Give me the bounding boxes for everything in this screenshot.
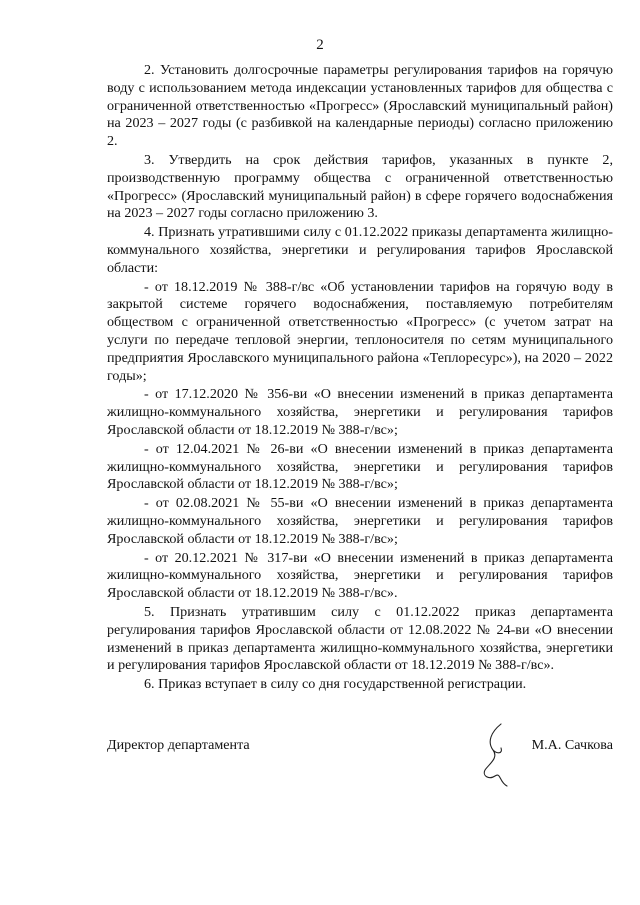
list-item-order-55: - от 02.08.2021 № 55-ви «О внесении изменений в приказ департамента жилищно-коммунального хозяйства, энергетики и регулирования тарифов Ярославской области от 18.12.2019 № 388-г/вс»; <box>107 495 613 547</box>
signatory-title: Директор департамента <box>107 737 250 753</box>
paragraph-item-6: 6. Приказ вступает в силу со дня государственной регистрации. <box>144 676 527 693</box>
list-item-order-388: - от 18.12.2019 № 388-г/вс «Об установлении тарифов на горячую воду в закрытой системе горячего водоснабжения, поставляемую потребителям обществом с ограниченной ответственностью «Прогресс» (с учетом затрат на услуги по передаче тепловой энергии, теплоносителя по сетям муниципального предприятия Ярославского муниципального района «Теплоресурс»), на 2020 – 2022 годы»; <box>107 278 613 384</box>
list-item-order-317: - от 20.12.2021 № 317-ви «О внесении изменений в приказ департамента жилищно-коммунального хозяйства, энергетики и регулирования тарифов Ярославской области от 18.12.2019 № 388-г/вс». <box>107 549 613 602</box>
list-item-order-356: - от 17.12.2020 № 356-ви «О внесении изменений в приказ департамента жилищно-коммунального хозяйства, энергетики и регулирования тарифов Ярославской области от 18.12.2019 № 388-г/вс»; <box>107 386 613 438</box>
paragraph-item-3: 3. Утвердить на срок действия тарифов, указанных в пункте 2, производственную программу общества с ограниченной ответственностью «Прогресс» (Ярославский муниципальный район) в сфере горячего водоснабжения на 2023 – 2027 годы согласно приложению 3. <box>107 151 613 222</box>
document-body <box>107 62 613 694</box>
paragraph-item-4: 4. Признать утратившими силу с 01.12.2022 приказы департамента жилищно-коммунального хозяйства, энергетики и регулирования тарифов Ярославской области: <box>107 224 613 276</box>
paragraph-item-2: 2. Установить долгосрочные параметры регулирования тарифов на горячую воду с использованием метода индексации установленных тарифов для общества с ограниченной ответственностью «Прогресс» (Ярославский муниципальный район) на 2023 – 2027 годы (с разбивкой на календарные периоды) согласно приложению 2. <box>107 62 613 150</box>
paragraph-item-5: 5. Признать утратившим силу с 01.12.2022 приказ департамента регулирования тарифов Ярославской области от 12.08.2022 № 24-ви «О внесении изменений в приказ департамента жилищно-коммунального хозяйства, энергетики и регулирования тарифов Ярославской области от 18.12.2019 № 388-г/вс». <box>107 603 613 674</box>
handwritten-signature <box>479 720 519 790</box>
list-item-order-26: - от 12.04.2021 № 26-ви «О внесении изменений в приказ департамента жилищно-коммунального хозяйства, энергетики и регулирования тарифов Ярославской области от 18.12.2019 № 388-г/вс»; <box>107 440 613 493</box>
signatory-name: М.А. Сачкова <box>531 737 613 753</box>
signature-block <box>107 736 613 796</box>
page-number: 2 <box>316 37 324 53</box>
